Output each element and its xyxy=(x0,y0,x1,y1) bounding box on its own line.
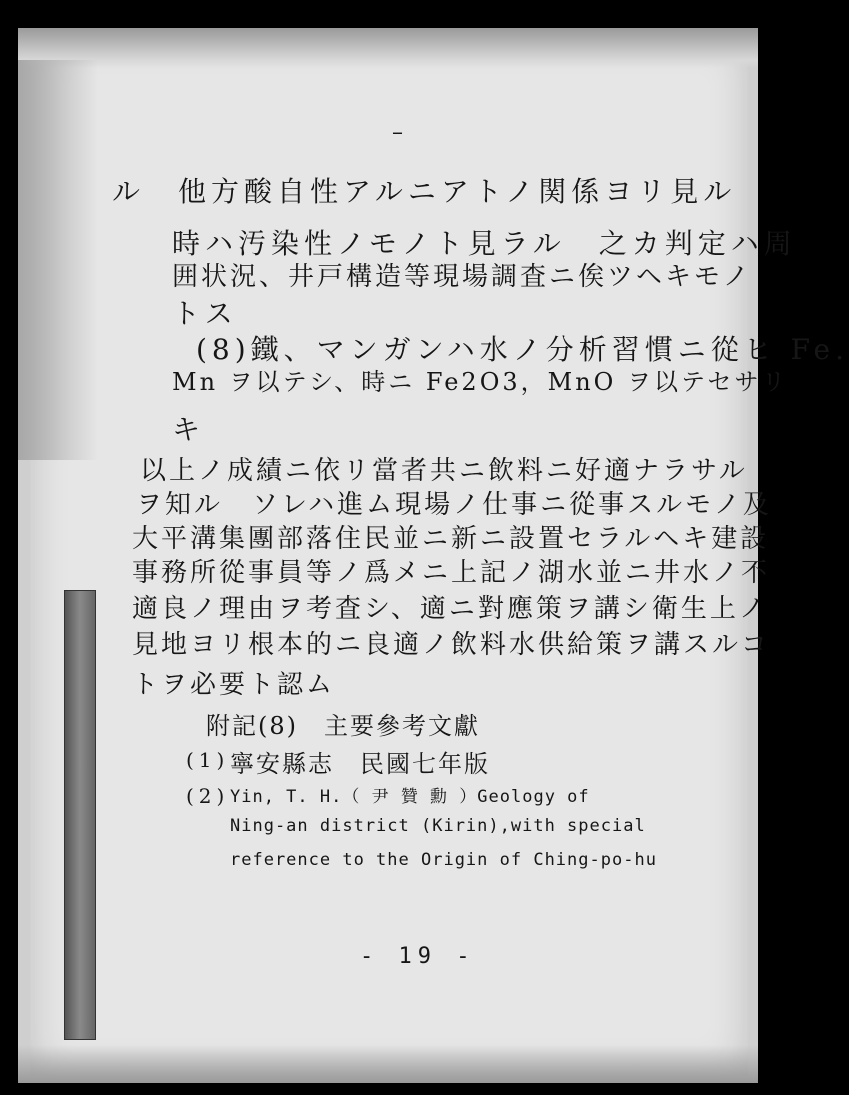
text-line-12: 適良ノ理由ヲ考査シ、適ニ對應策ヲ講シ衛生上ノ xyxy=(132,594,768,624)
reference-1-text: 寧安縣志 民國七年版 xyxy=(230,750,490,778)
reference-2-line-1: Yin, T. H.（ 尹 贊 勳 ）Geology of xyxy=(230,787,590,807)
text-line-7: キ xyxy=(172,413,206,446)
reference-2-number: (2) xyxy=(186,784,230,808)
text-line-9: ヲ知ル ソレハ進ム現場ノ仕事ニ從事スルモノ及 xyxy=(136,490,772,520)
binding-strip xyxy=(64,590,96,1040)
page-top-edge xyxy=(18,28,758,68)
reference-2-line-2: Ning-an district (Kirin),with special xyxy=(230,816,646,836)
top-mark: – xyxy=(392,120,403,145)
page-bottom-edge xyxy=(18,1045,758,1083)
text-line-3: 囲状況、井戸構造等現場調査ニ俟ツヘキモノ xyxy=(172,262,752,292)
text-line-5: (8)鐵、マンガンハ水ノ分析習慣ニ從ヒ Fe. xyxy=(196,333,849,366)
text-line-1: ル 他方酸自性アルニアトノ関係ヨリ見ル xyxy=(112,175,737,208)
page-left-edge xyxy=(18,60,98,460)
text-line-2: 時ハ汚染性ノモノト見ラル 之カ判定ハ周 xyxy=(172,227,797,260)
page-number: - 19 - xyxy=(360,944,476,969)
text-line-8: 以上ノ成績ニ依リ當者共ニ飲料ニ好適ナラサル xyxy=(140,456,748,486)
text-line-10: 大平溝集團部落住民並ニ新ニ設置セラルヘキ建設 xyxy=(132,524,770,554)
text-line-6: Mn ヲ以テシ、時ニ Fe2O3，MnO ヲ以テセサリ xyxy=(172,368,789,396)
reference-1-number: (1) xyxy=(186,748,230,772)
reference-2-line-3: reference to the Origin of Ching-po-hu xyxy=(230,850,657,870)
references-heading: 附記(8) 主要參考文獻 xyxy=(206,712,480,740)
text-line-11: 事務所從事員等ノ爲メニ上記ノ湖水並ニ井水ノ不 xyxy=(132,558,771,588)
text-line-14: トヲ必要ト認ム xyxy=(132,670,336,700)
text-line-13: 見地ヨリ根本的ニ良適ノ飲料水供給策ヲ講スルコ xyxy=(132,630,771,660)
text-line-4: トス xyxy=(172,297,238,330)
